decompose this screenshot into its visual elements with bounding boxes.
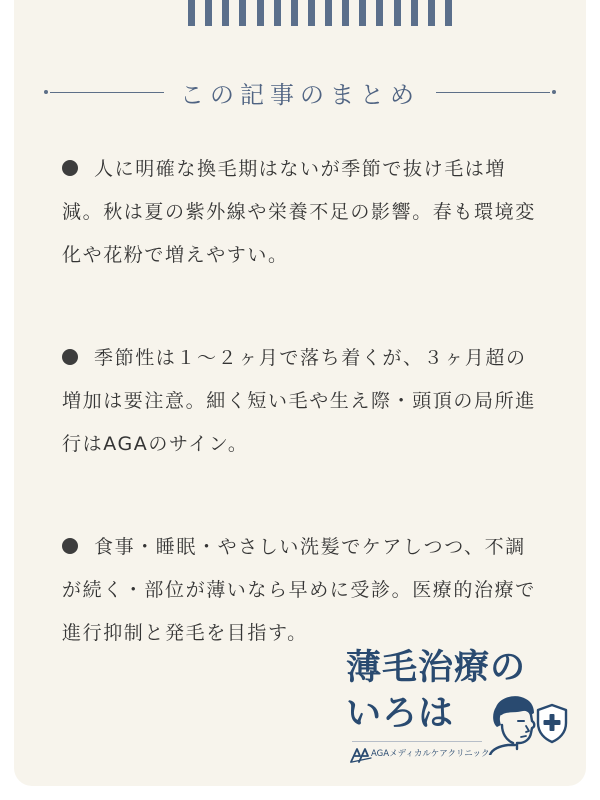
summary-list (62, 148, 544, 715)
logo-clinic-name: AGAメディカルケアクリニック (371, 749, 490, 759)
bullet-icon (62, 160, 78, 176)
summary-item-text: 食事・睡眠・やさしい洗髪でケアしつつ、不調が続く・部位が薄いなら早めに受診。医療的治療で進行抑制と発毛を目指す。 (62, 536, 536, 644)
summary-header (50, 72, 550, 112)
bullet-icon (62, 349, 78, 365)
top-stripe-decoration (188, 0, 452, 26)
summary-item (62, 148, 544, 277)
bullet-icon (62, 538, 78, 554)
logo-title-line-2: いろは (346, 694, 455, 734)
summary-item-text: 人に明確な換毛期はないが季節で抜け毛は増減。秋は夏の紫外線や栄養不足の影響。春も環境変化や花粉で増えやすい。 (62, 158, 536, 266)
clinic-logo (346, 647, 584, 779)
logo-divider (352, 741, 482, 742)
title-divider-left (50, 92, 164, 93)
summary-item (62, 526, 544, 655)
summary-item-text: 季節性は１～２ヶ月で落ち着くが、３ヶ月超の増加は要注意。細く短い毛や生え際・頭頂の局所進行はAGAのサイン。 (62, 347, 536, 455)
logo-title-line-1: 薄毛治療の (346, 648, 527, 688)
summary-item (62, 337, 544, 466)
clinic-mark-icon (350, 747, 372, 763)
head-profile-icon (482, 693, 572, 755)
title-divider-right (436, 92, 550, 93)
summary-title: この記事のまとめ (180, 80, 420, 109)
